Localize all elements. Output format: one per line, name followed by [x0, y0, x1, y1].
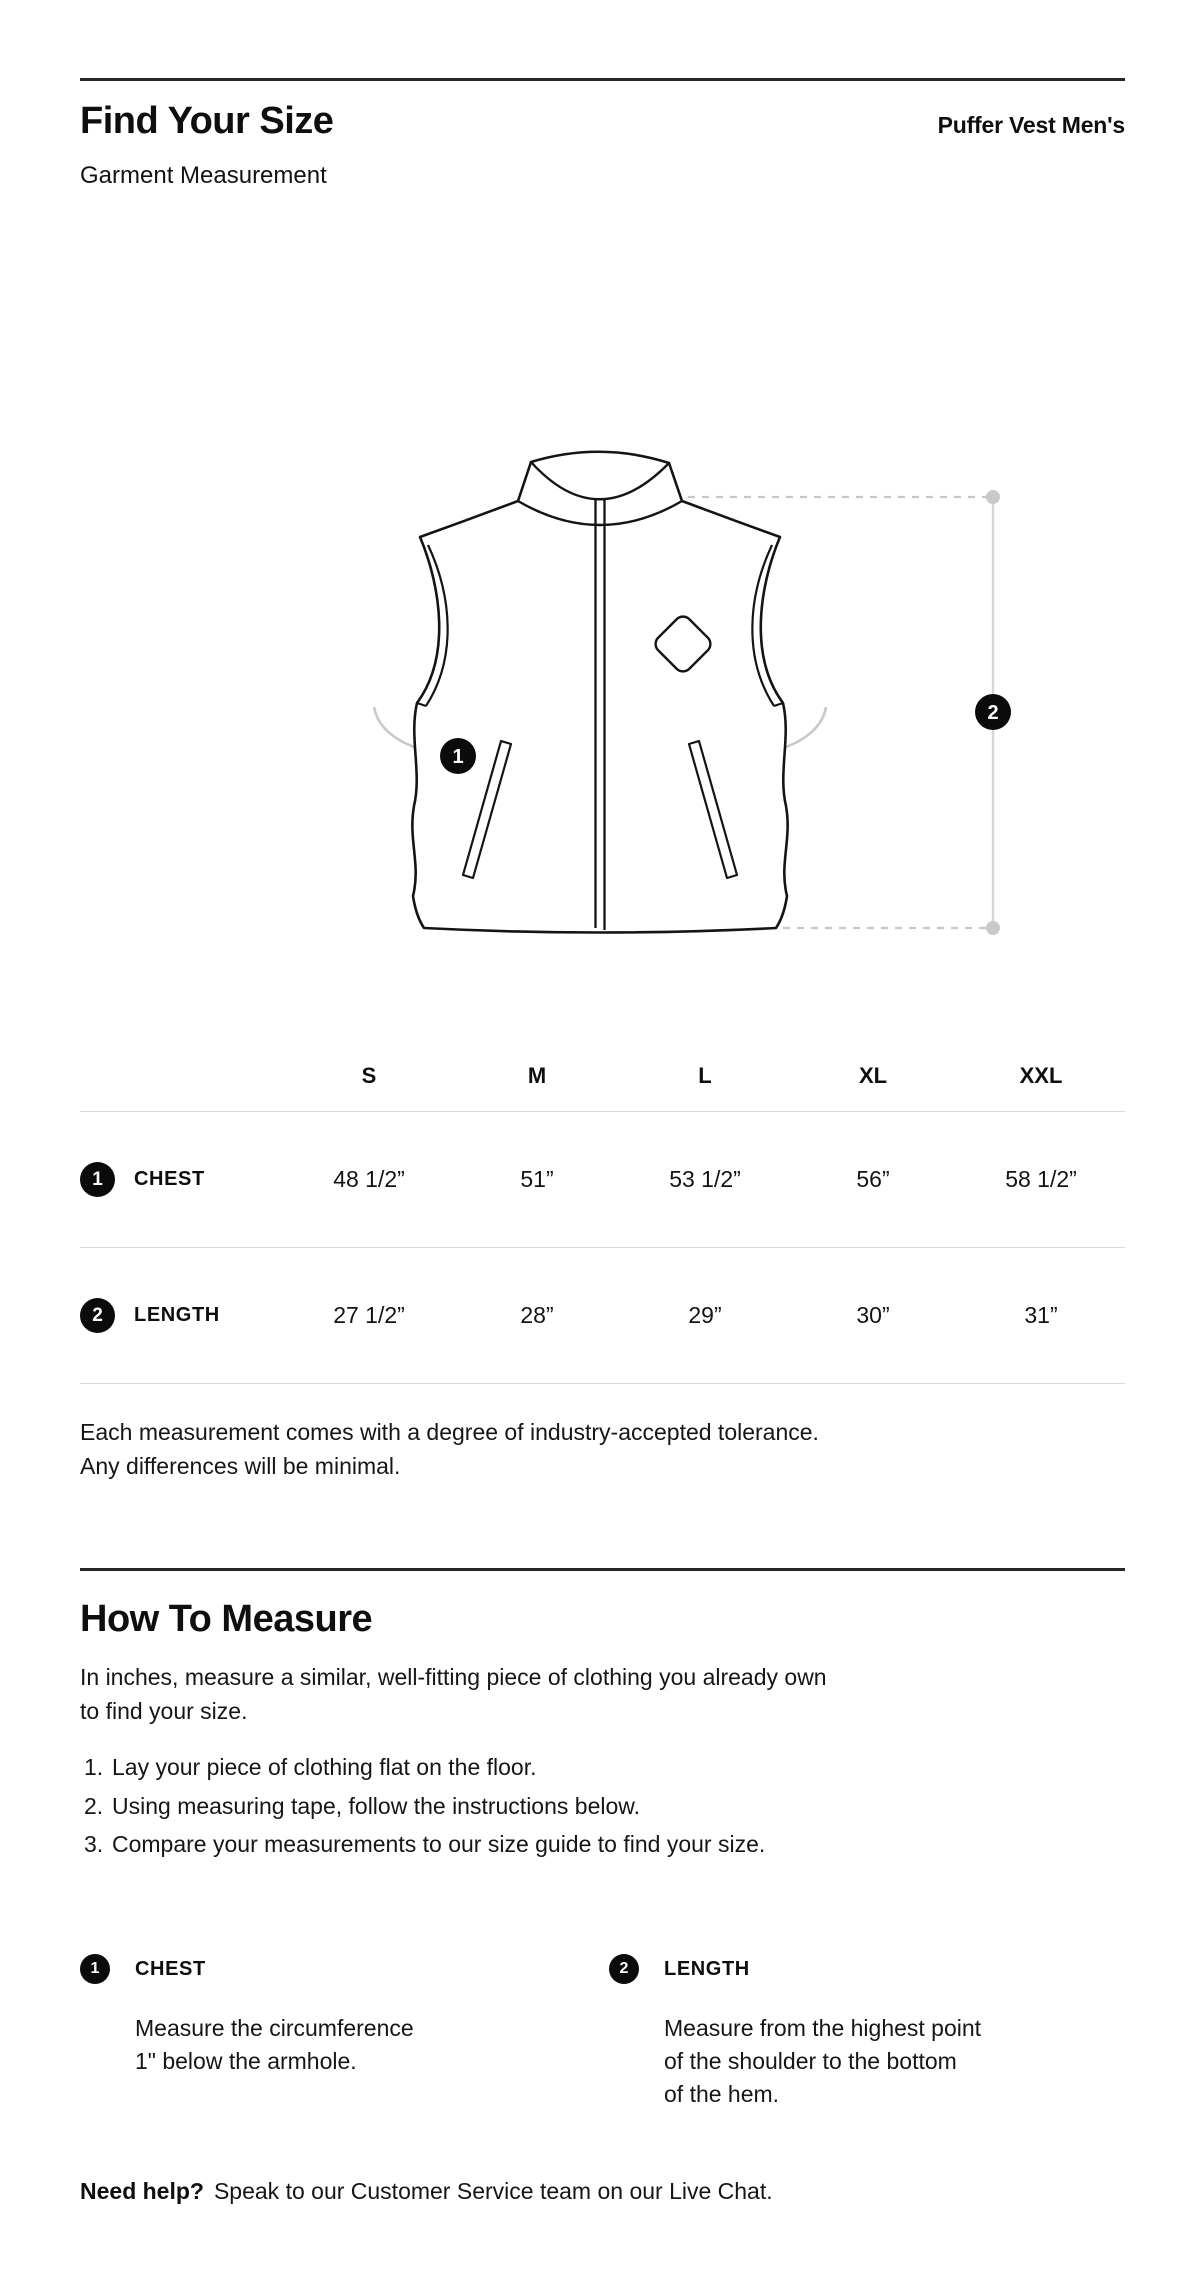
instruction-chest-description [135, 2012, 414, 2078]
step-3-text: Compare your measurements to our size guide to find your size. [112, 1831, 766, 1858]
table-row-length [80, 1248, 1125, 1384]
length-value-s: 27 1/2” [333, 1302, 405, 1328]
instruction-chest-line-1: Measure the circumference [135, 2015, 414, 2041]
chest-row-label-cell [80, 1162, 285, 1197]
tolerance-note [80, 1416, 819, 1483]
vest-outline [412, 452, 787, 933]
length-value-m: 28” [520, 1302, 554, 1328]
chest-number-badge: 1 [80, 1162, 115, 1197]
column-header-xxl: XXL [1019, 1062, 1063, 1088]
instruction-chest [80, 1954, 414, 2078]
instruction-length-line-1: Measure from the highest point [664, 2015, 982, 2041]
instruction-length-line-3: of the hem. [664, 2081, 780, 2107]
step-2-number: 2. [84, 1792, 104, 1819]
top-divider [80, 78, 1125, 81]
chest-value-s: 48 1/2” [333, 1166, 405, 1192]
tolerance-note-line-1: Each measurement comes with a degree of industry-accepted tolerance. [80, 1419, 819, 1445]
chest-value-xl: 56” [856, 1166, 890, 1192]
instruction-chest-header [80, 1954, 414, 1984]
help-footer-text: Speak to our Customer Service team on our Live Chat. [213, 2178, 773, 2204]
length-value-xxl: 31” [1024, 1302, 1058, 1328]
marker-2-number: 2 [987, 702, 999, 724]
length-row-label-cell [80, 1298, 285, 1333]
step-item-3 [84, 1825, 765, 1864]
column-header-s: S [361, 1062, 377, 1088]
instruction-chest-label: CHEST [135, 1957, 206, 1980]
marker-1-number: 1 [452, 746, 464, 768]
instruction-length-description [664, 2012, 981, 2111]
size-table-header-row [80, 1040, 1125, 1112]
vest-measurement-diagram [350, 430, 1030, 950]
chest-value-l: 53 1/2” [669, 1166, 741, 1192]
length-number-badge: 2 [80, 1298, 115, 1333]
table-row-chest [80, 1112, 1125, 1248]
column-header-l: L [698, 1062, 712, 1088]
section-divider [80, 1568, 1125, 1571]
instruction-length [609, 1954, 981, 2111]
instruction-length-label: LENGTH [664, 1957, 750, 1980]
step-3-number: 3. [84, 1831, 104, 1858]
length-bottom-dot [986, 921, 1000, 935]
chest-row-label: CHEST [134, 1168, 205, 1190]
instruction-length-badge: 2 [609, 1954, 639, 1984]
instruction-length-header [609, 1954, 981, 1984]
help-footer-label: Need help? [80, 2178, 204, 2204]
length-top-dot [986, 490, 1000, 504]
instruction-chest-badge: 1 [80, 1954, 110, 1984]
page-title: Find Your Size [80, 100, 334, 142]
measure-steps-list [84, 1748, 765, 1864]
chest-value-xxl: 58 1/2” [1005, 1166, 1077, 1192]
length-row-label: LENGTH [134, 1304, 220, 1326]
page-subtitle: Garment Measurement [80, 162, 327, 189]
chest-value-m: 51” [520, 1166, 554, 1192]
length-value-xl: 30” [856, 1302, 890, 1328]
instruction-length-line-2: of the shoulder to the bottom [664, 2048, 957, 2074]
product-name: Puffer Vest Men's [937, 112, 1125, 138]
step-2-text: Using measuring tape, follow the instructions below. [112, 1792, 641, 1819]
how-to-measure-intro [80, 1660, 827, 1728]
intro-line-1: In inches, measure a similar, well-fitting piece of clothing you already own [80, 1664, 827, 1690]
size-table [80, 1040, 1125, 1384]
step-1-text: Lay your piece of clothing flat on the floor. [112, 1754, 537, 1780]
marker-1 [440, 738, 476, 774]
tolerance-note-line-2: Any differences will be minimal. [80, 1452, 401, 1479]
header [80, 100, 1125, 143]
column-header-xl: XL [858, 1062, 888, 1088]
step-item-1 [84, 1748, 765, 1787]
how-to-measure-heading: How To Measure [80, 1598, 373, 1640]
step-1-number: 1. [84, 1754, 104, 1780]
step-item-2 [84, 1787, 765, 1826]
intro-line-2: to find your size. [80, 1698, 248, 1724]
column-header-m: M [527, 1062, 547, 1088]
instruction-chest-line-2: 1" below the armhole. [135, 2048, 357, 2074]
help-footer [80, 2178, 773, 2205]
length-value-l: 29” [688, 1302, 722, 1328]
marker-2 [975, 694, 1011, 730]
